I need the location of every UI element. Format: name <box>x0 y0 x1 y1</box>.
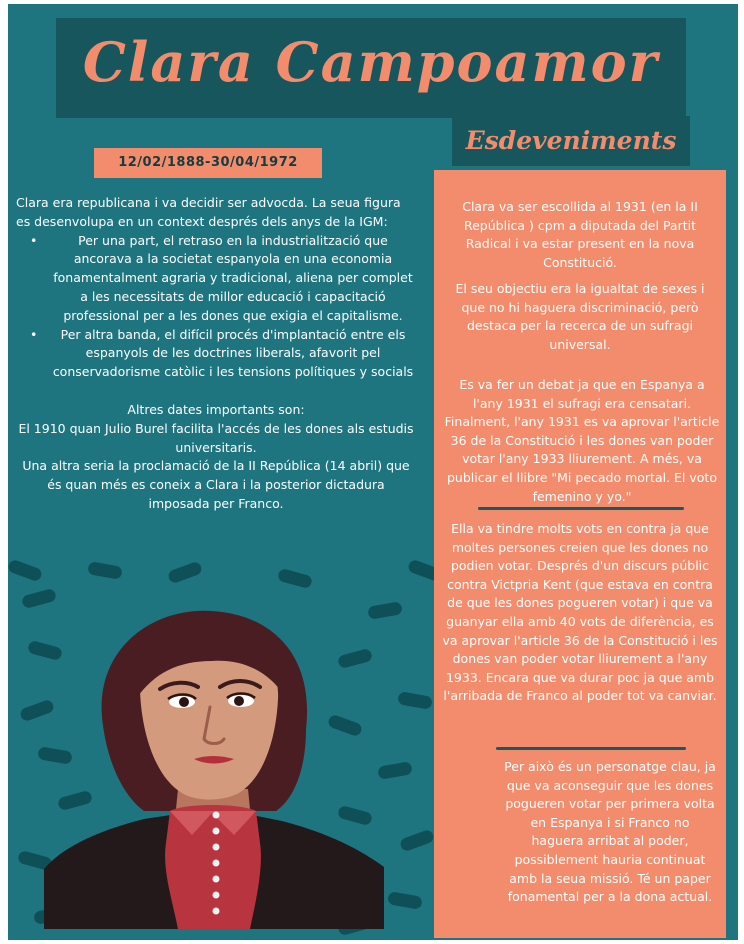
event-paragraph-3: Es va fer un debat ja que en Espanya a l'any 1931 el sufragi era censatari. Finalment, l'any 1931 es va aprovar l'article 36 de la Constitució i les dones van poder votar l'any 1933 lliurement. A més, va publicar el llibre "Mi pecado mortal. El voto femenino y yo." <box>444 377 720 504</box>
event-paragraph-5: Per això és un personatge clau, ja que va aconseguir que les dones pogueren votar per primera volta en Espanya i si Franco no haguera arribat al poder, possiblement hauria continuat amb la seua missió. Té un paper fonamental per a la dona actual. <box>504 759 716 905</box>
bio-bullet-text: Per una part, el retraso en la industrialització que ancorava a la societat espanyola en una economia fonamentalment agraria y tradicional, aliena per complet a les necessitats de millor educació i capacitació professional per a les dones que exigia el capitalisme. <box>53 232 413 323</box>
bio-bullet-list <box>16 232 416 382</box>
bio-intro: Clara era republicana i va decidir ser advocda. La seua figura es desenvolupa en un context després dels anys de la IGM: <box>16 195 401 229</box>
bio-bullet-item <box>16 232 416 326</box>
other-date-1910: El 1910 quan Julio Burel facilita l'accés de les dones als estudis universitaris. <box>18 420 414 455</box>
event-paragraph-4: Ella va tindre molts vots en contra ja que moltes persones creien que les dones no podien votar. Després d'un discurs públic contra Victpria Kent (que estava en contra de que les dones pogueren votar) i que va guanyar ella amb 40 vots de diferència, es va aprovar l'article 36 de la Constitució i les dones van poder votar lliurement a l'any 1933. Encara que va durar poc ja que amb l'arribada de Franco al poder tot va canviar. <box>442 521 718 704</box>
event-paragraph-2: El seu objectiu era la igualtat de sexes i que no hi haguera discriminació, però destaca per la recerca de un sufragi universal. <box>455 281 705 352</box>
poster-title: Clara Campoamor <box>82 30 660 94</box>
events-heading-tab <box>452 116 690 166</box>
biography-section <box>16 194 416 514</box>
other-date-republic: Una altra seria la proclamació de la II República (14 abril) que és quan més es coneix a Clara i la posterior dictadura imposada per Franco. <box>22 458 410 511</box>
bullet-icon: • <box>30 232 38 248</box>
portrait-illustration <box>44 599 384 929</box>
separator-line <box>496 747 686 750</box>
life-dates-badge: 12/02/1888-30/04/1972 <box>94 148 322 178</box>
poster <box>8 4 738 940</box>
bio-bullet-item <box>16 326 416 382</box>
title-banner <box>56 18 686 118</box>
bio-bullet-text: Per altra banda, el difícil procés d'implantació entre els espanyols de les doctrines liberals, afavorit pel conservadorisme catòlic i les tensions polítiques y socials <box>52 326 414 380</box>
events-panel <box>434 170 726 938</box>
other-dates-heading: Altres dates importants son: <box>127 401 305 417</box>
separator-line <box>478 507 684 510</box>
bullet-icon: • <box>30 326 38 342</box>
event-paragraph-1: Clara va ser escollida al 1931 (en la II República ) cpm a diputada del Partit Radical i va estar present en la nova Constitució. <box>462 199 698 270</box>
events-heading: Esdeveniments <box>465 126 677 155</box>
